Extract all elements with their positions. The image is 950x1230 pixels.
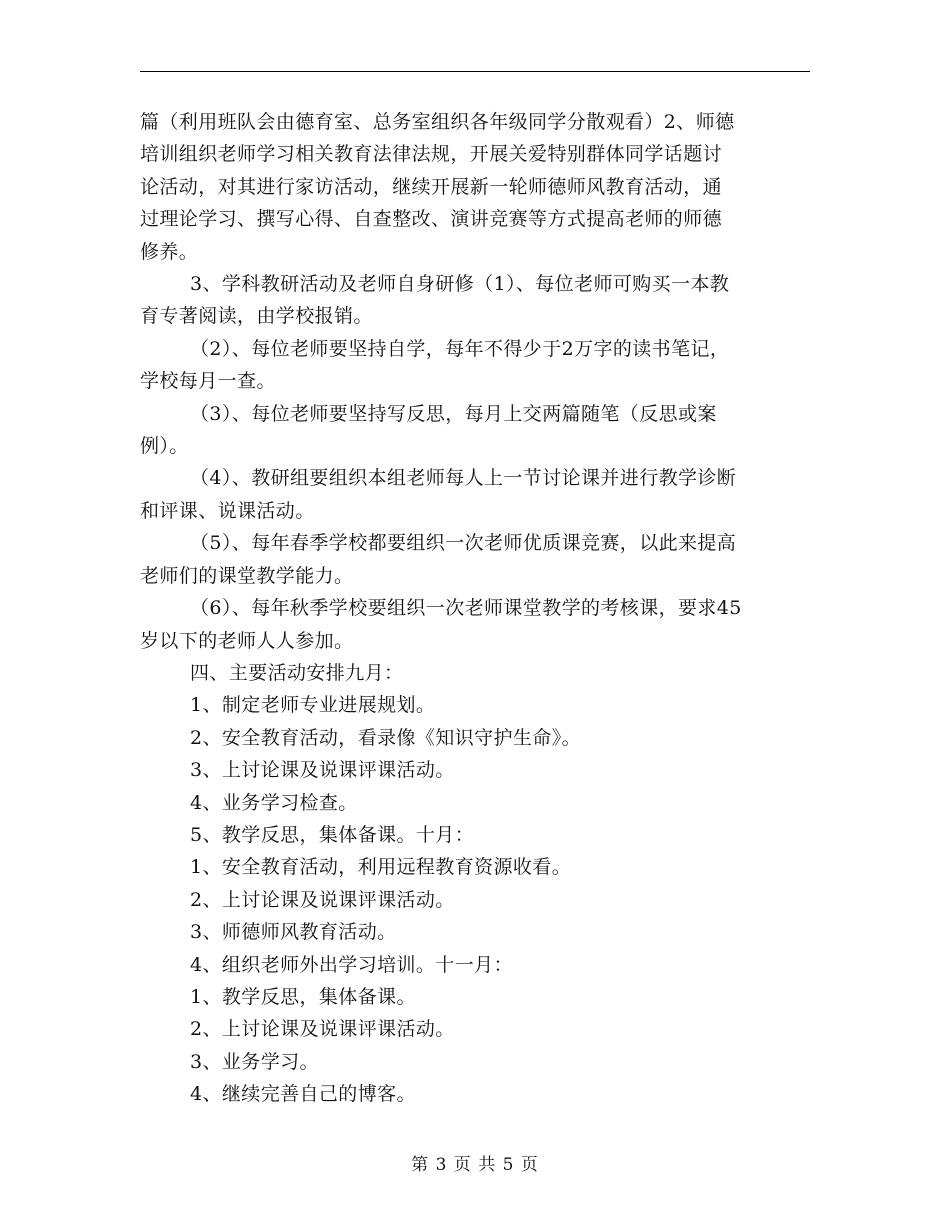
text-line: 四、主要活动安排九月： xyxy=(190,661,404,684)
page-footer xyxy=(0,1153,950,1177)
text-line: 2、上讨论课及说课评课活动。 xyxy=(190,888,455,911)
text-line: 4、继续完善自己的博客。 xyxy=(190,1083,416,1106)
text-line: 岁以下的老师人人参加。 xyxy=(140,629,354,652)
text-line: 1、教学反思，集体备课。 xyxy=(190,985,416,1008)
text-line: 例）。 xyxy=(140,435,189,458)
text-line: （2）、每位老师要坚持自学，每年不得少于2万字的读书笔记， xyxy=(190,337,730,360)
text-line: 4、业务学习检查。 xyxy=(190,791,358,814)
text-line: 育专著阅读，由学校报销。 xyxy=(140,305,373,328)
text-line: 和评课、说课活动。 xyxy=(140,499,315,522)
text-line: 5、教学反思，集体备课。十月： xyxy=(190,823,475,846)
text-line: 培训组织老师学习相关教育法律法规，开展关爱特别群体同学话题讨 xyxy=(140,143,723,166)
text-line: 3、师德师风教育活动。 xyxy=(190,921,397,944)
text-line: （5）、每年春季学校都要组织一次老师优质课竞赛，以此来提高 xyxy=(190,532,737,555)
text-line: （3）、每位老师要坚持写反思，每月上交两篇随笔（反思或案 xyxy=(190,402,717,425)
text-line: 论活动，对其进行家访活动，继续开展新一轮师德师风教育活动，通 xyxy=(140,175,723,198)
text-line: 1、制定老师专业进展规划。 xyxy=(190,694,436,717)
header-rule xyxy=(140,71,810,72)
text-line: 修养。 xyxy=(140,240,199,263)
text-line: 3、上讨论课及说课评课活动。 xyxy=(190,759,455,782)
text-line: 篇（利用班队会由德育室、总务室组织各年级同学分散观看）2、师德 xyxy=(140,111,735,133)
text-line: 2、安全教育活动，看录像《知识守护生命》。 xyxy=(190,726,581,749)
page-number: 第 3 页 共 5 页 xyxy=(411,1155,539,1175)
text-line: （6）、每年秋季学校要组织一次老师课堂教学的考核课，要求45 xyxy=(190,597,742,620)
text-line: 3、学科教研活动及老师自身研修（1）、每位老师可购买一本教 xyxy=(190,273,730,296)
text-line: 4、组织老师外出学习培训。十一月： xyxy=(190,953,513,976)
text-line: （4）、教研组要组织本组老师每人上一节讨论课并进行教学诊断 xyxy=(190,467,737,490)
text-line: 学校每月一查。 xyxy=(140,370,276,393)
text-line: 过理论学习、撰写心得、自查整改、演讲竞赛等方式提高老师的师德 xyxy=(140,208,723,231)
text-line: 2、上讨论课及说课评课活动。 xyxy=(190,1018,455,1041)
text-line: 3、业务学习。 xyxy=(190,1050,319,1073)
text-line: 老师们的课堂教学能力。 xyxy=(140,564,354,587)
text-line: 1、安全教育活动，利用远程教育资源收看。 xyxy=(190,856,572,879)
document-body xyxy=(140,106,812,1111)
